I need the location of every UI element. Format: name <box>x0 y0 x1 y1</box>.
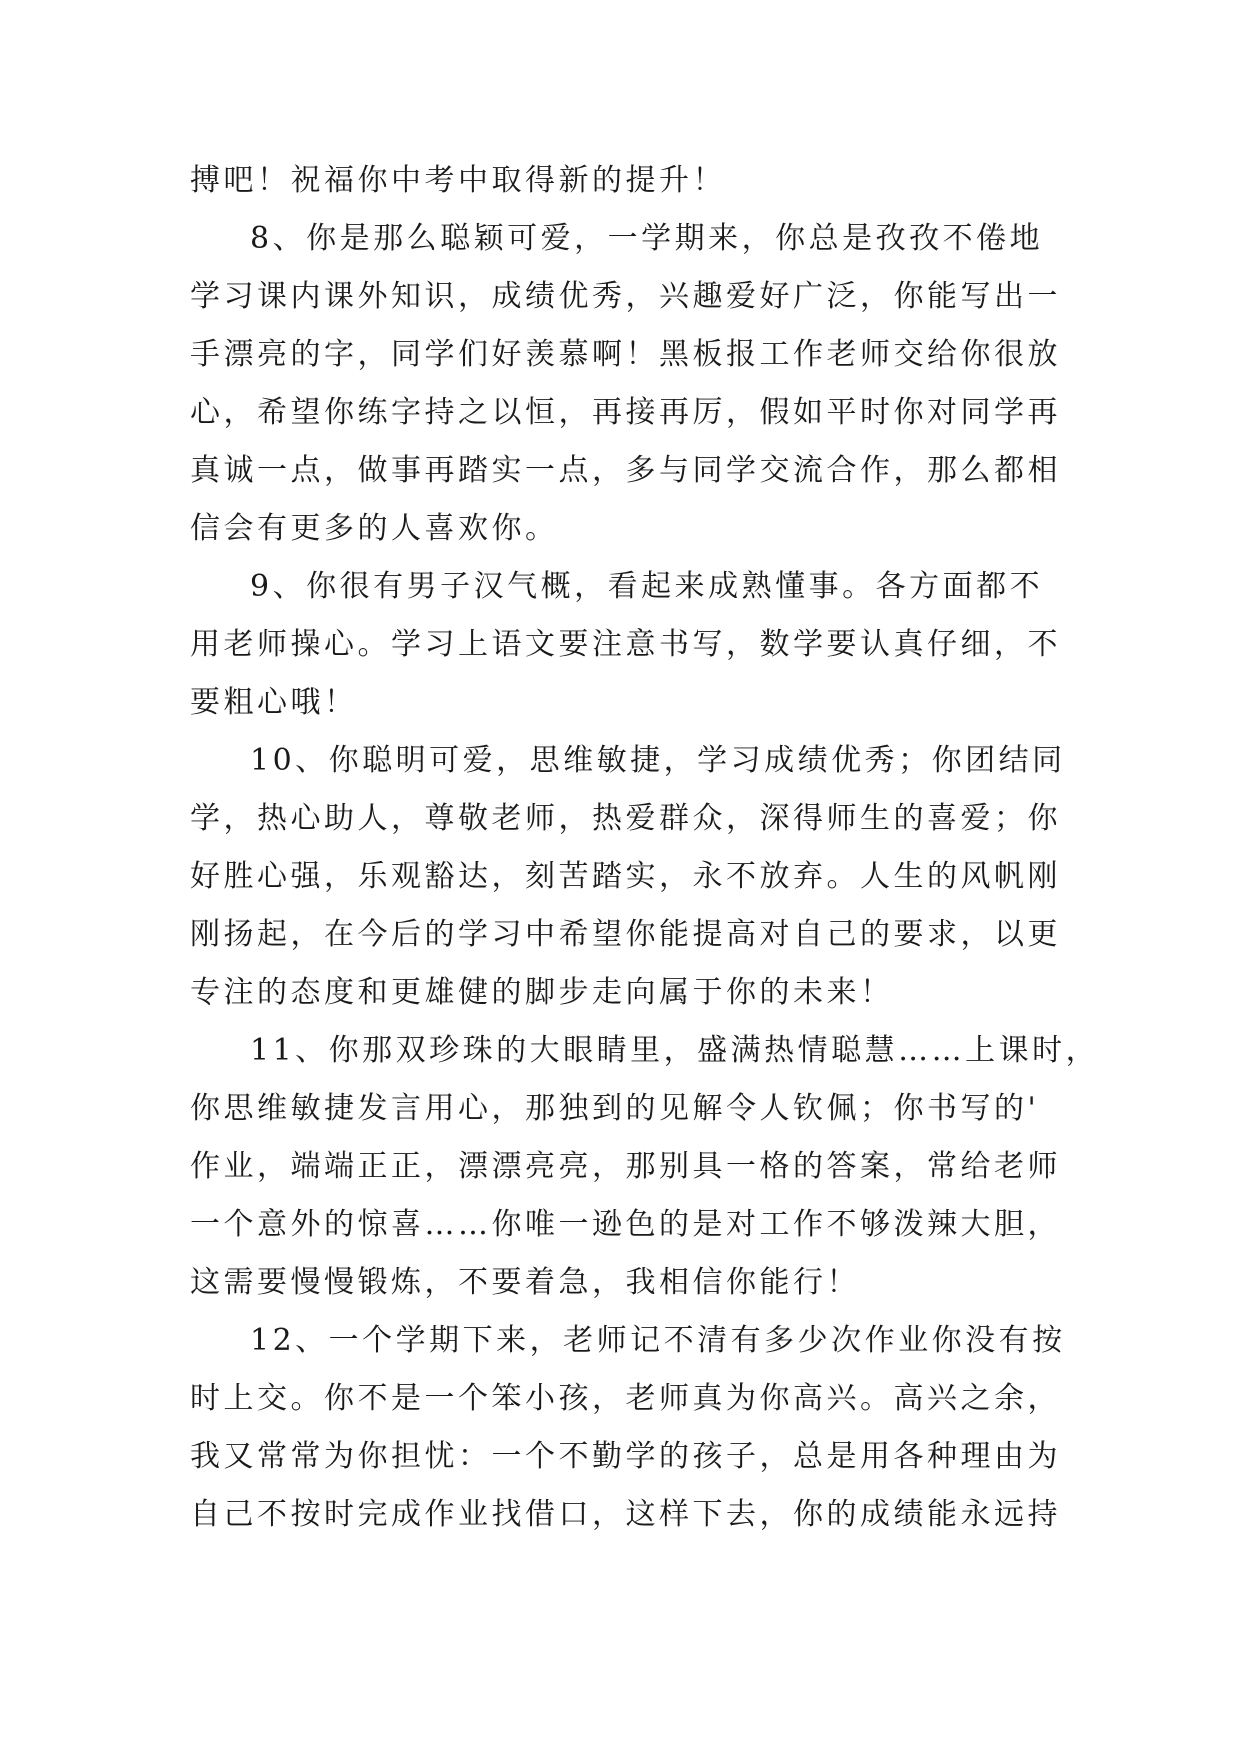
text-line: 这需要慢慢锻炼，不要着急，我相信你能行！ <box>190 1265 860 1300</box>
text-line: 搏吧！祝福你中考中取得新的提升！ <box>190 163 726 198</box>
text-line: 专注的态度和更雄健的脚步走向属于你的未来！ <box>190 975 894 1010</box>
text-line: 心，希望你练字持之以恒，再接再厉，假如平时你对同学再 <box>190 395 1061 430</box>
text-line: 12、一个学期下来，老师记不清有多少次作业你没有按 <box>250 1323 1066 1358</box>
text-line: 刚扬起，在今后的学习中希望你能提高对自己的要求，以更 <box>190 917 1061 952</box>
text-line: 好胜心强，乐观豁达，刻苦踏实，永不放弃。人生的风帆刚 <box>190 859 1061 894</box>
text-line: 我又常常为你担忧：一个不勤学的孩子，总是用各种理由为 <box>190 1439 1061 1474</box>
text-line: 10、你聪明可爱，思维敏捷，学习成绩优秀；你团结同 <box>250 743 1066 778</box>
text-line: 用老师操心。学习上语文要注意书写，数学要认真仔细，不 <box>190 627 1061 662</box>
text-line: 8、你是那么聪颖可爱，一学期来，你总是孜孜不倦地 <box>250 221 1044 256</box>
text-line: 时上交。你不是一个笨小孩，老师真为你高兴。高兴之余， <box>190 1381 1061 1416</box>
text-line: 一个意外的惊喜……你唯一逊色的是对工作不够泼辣大胆， <box>190 1207 1061 1242</box>
text-line: 自己不按时完成作业找借口，这样下去，你的成绩能永远持 <box>190 1497 1061 1532</box>
text-line: 手漂亮的字，同学们好羡慕啊！黑板报工作老师交给你很放 <box>190 337 1061 372</box>
text-line: 你思维敏捷发言用心，那独到的见解令人钦佩；你书写的' <box>190 1091 1040 1126</box>
text-line: 作业，端端正正，漂漂亮亮，那别具一格的答案，常给老师 <box>190 1149 1061 1184</box>
text-line: 学习课内课外知识，成绩优秀，兴趣爱好广泛，你能写出一 <box>190 279 1061 314</box>
text-line: 9、你很有男子汉气概，看起来成熟懂事。各方面都不 <box>250 569 1044 604</box>
text-line: 学，热心助人，尊敬老师，热爱群众，深得师生的喜爱；你 <box>190 801 1061 836</box>
text-line: 信会有更多的人喜欢你。 <box>190 511 559 546</box>
text-line: 真诚一点，做事再踏实一点，多与同学交流合作，那么都相 <box>190 453 1061 488</box>
text-line: 要粗心哦！ <box>190 685 358 720</box>
text-line: 11、你那双珍珠的大眼睛里，盛满热情聪慧……上课时， <box>250 1033 1100 1068</box>
